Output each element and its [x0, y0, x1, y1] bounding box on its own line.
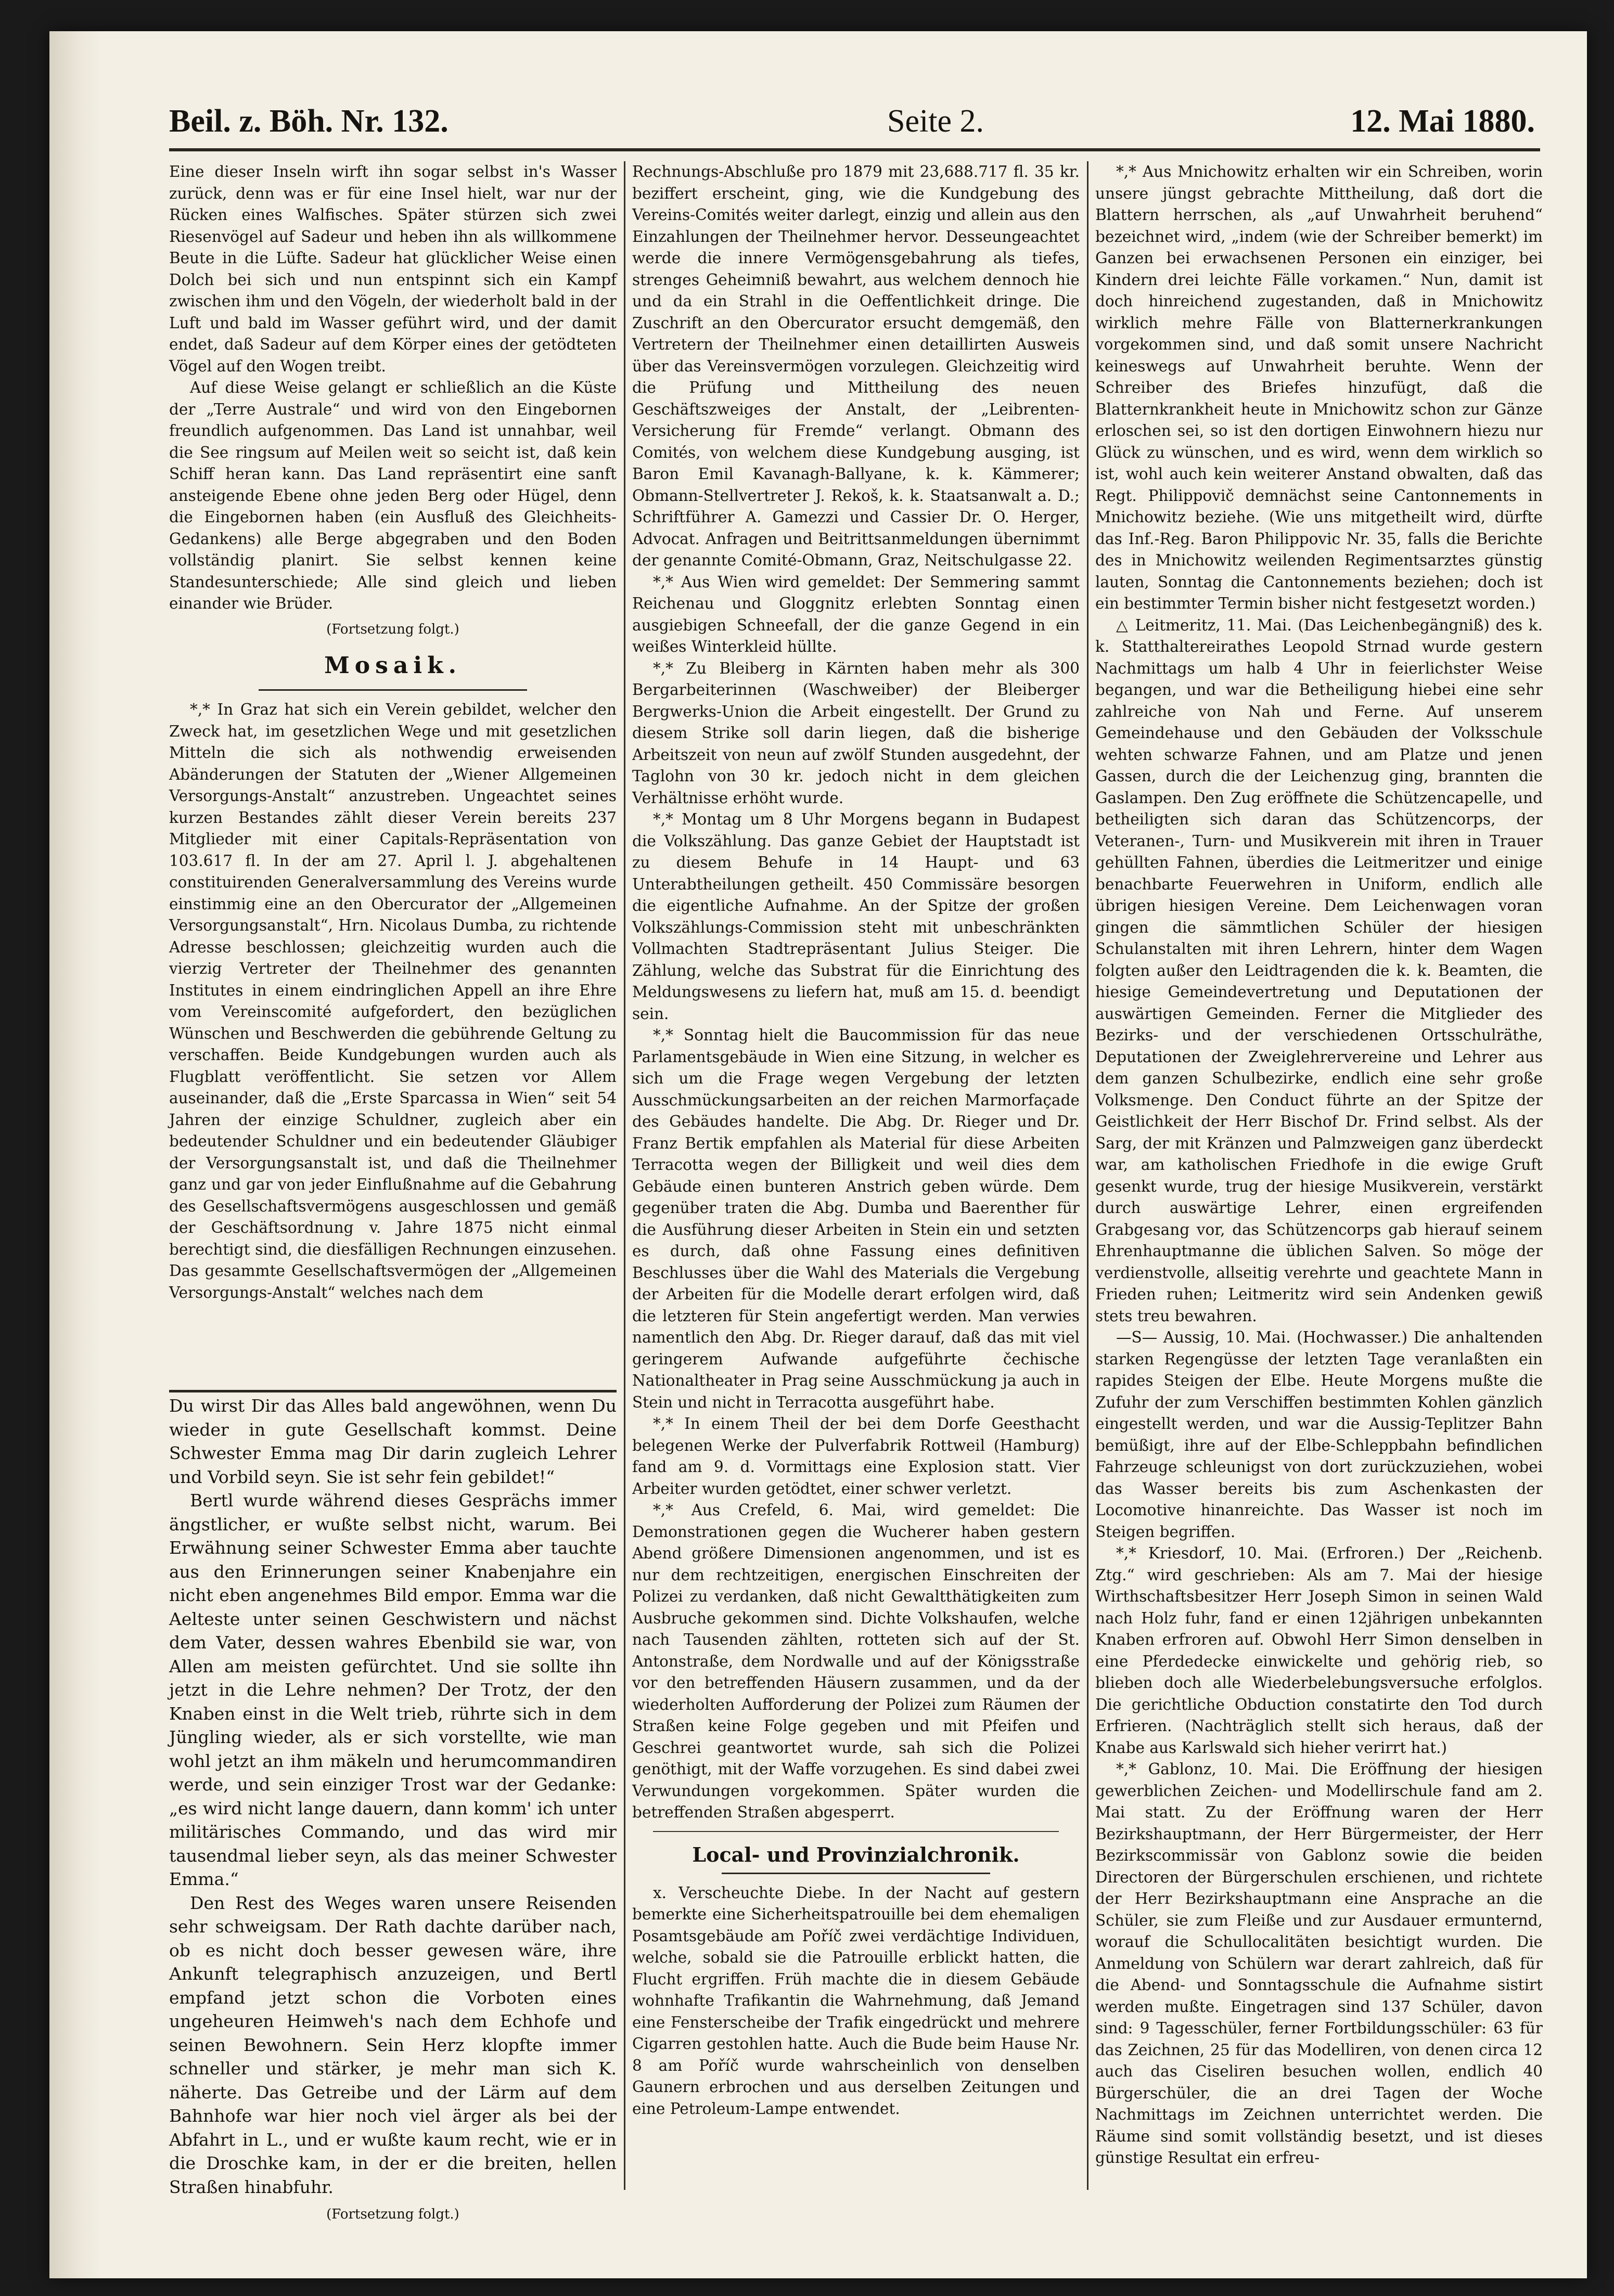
local-chronicle-heading: Local- und Provinzialchronik. [692, 1842, 1020, 1866]
news-paragraph: *,* Kriesdorf, 10. Mai. (Erfroren.) Der „Reichenb. Ztg.“ wird geschrieben: Als am 7. Mai der hiesige Wirthschaftsbesitzer Herr Joseph Simon in seinen Wald nach Holz fuhr, fand er einen 12jährigen unbekannten Knaben erfroren auf. Obwohl Herr Simon denselben in eine Pferdedecke einwickelte und gehörig rieb, so blieben doch alle Wiederbelebungsversuche erfolglos. Die gerichtliche Obduction constatirte den Tod durch Erfrieren. (Nachträglich stellt sich heraus, daß der Knabe aus Karlswald sich hieher verirrt hat.) [1095, 1544, 1543, 1757]
news-paragraph: *,* Sonntag hielt die Baucommission für das neue Parlamentsgebäude in Wien eine Sitzung, in welcher es sich um die Frage wegen Vergebung der letzten Ausschmückungsarbeiten an der reichen Marmorfaçade des Gebäudes handelte. Die Abg. Dr. Rieger und Dr. Franz Bertik empfahlen als Material für diese Arbeiten Terracotta wegen der Billigkeit und weil dies dem Gebäude einen bunteren Anstrich geben würde. Dem gegenüber traten die Abg. Dumba und Baerenther für die Ausführung dieser Arbeiten in Stein ein und setzten es durch, daß ohne Fassung eines definitiven Beschlusses über die Wahl des Materials die Vergebung der Arbeiten für die Modelle derart erfolgen wird, daß die letzteren für Stein angefertigt werden. Man verwies namentlich den Abg. Dr. Rieger darauf, daß das mit viel geringerem Aufwande aufgeführte čechische Nationaltheater in Prag seine Ausschmückung ja auch in Stein und nicht in Terracotta ausgeführt habe. [632, 1026, 1080, 1411]
story-paragraph: Auf diese Weise gelangt er schließlich an die Küste der „Terre Australe“ und wird von den Eingebornen freundlich aufgenommen. Das Land ist unnahbar, weil die See ringsum auf Meilen weit so seicht ist, daß kein Schiff heran kann. Das Land repräsentirt eine sanft ansteigende Ebene ohne jeden Berg oder Hügel, denn die Eingebornen haben (ein Ausfluß des Gleichheits-Gedankens) alle Berge abgegraben und den Boden vollständig planirt. Sie selbst kennen keine Standesunterschiede; Alle sind gleich und lieben einander wie Brüder. [169, 379, 617, 612]
column-2 [632, 161, 1080, 2252]
news-paragraph: *,* Gablonz, 10. Mai. Die Eröffnung der hiesigen gewerblichen Zeichen- und Modellirschule fand am 2. Mai statt. Zu der Eröffnung waren der Herr Bezirkshauptmann, der Herr Bürgermeister, der Herr Bezirkscommissär von Gablonz sowie die beiden Directoren der Bürgerschulen erschienen, und richtete der Herr Bezirkshauptmann eine Ansprache an die Schüler, sie zum Fleiße und zur Ausdauer ermunternd, worauf die Schullocalitäten besichtigt wurden. Die Anmeldung von Schülern war derart zahlreich, daß für die Abend- und Sonntagsschule die Aufnahme sistirt werden mußte. Eingetragen sind 137 Schüler, davon sind: 9 Tagesschüler, ferner Fortbildungsschüler: 63 für das Zeichnen, 25 für das Modelliren, von denen circa 12 auch das Ciseliren besuchen wollen, endlich 40 Bürgerschüler, die an drei Tagen der Woche Nachmittags im Zeichnen unterrichtet werden. Die Räume sind somit vollständig besetzt, und ist dieses günstige Resultat ein erfreu- [1095, 1760, 1543, 2166]
story-paragraph: Bertl wurde während dieses Gesprächs immer ängstlicher, er wußte selbst nicht, warum. Bei Erwähnung seiner Schwester Emma aber tauchte aus den Erinnerungen seiner Knabenjahre ein nicht eben angenehmes Bild empor. Emma war die Aelteste unter seinen Geschwistern und nächst dem Vater, dessen wahres Ebenbild sie war, von Allen am meisten gefürchtet. Und sie sollte ihn jetzt in die Lehre nehmen? Der Trotz, der den Knaben einst in die Welt trieb, rührte sich in dem Jüngling wieder, als er sich vorstellte, wie man wohl jetzt an ihm mäkeln und herumcommandiren werde, und sein einziger Trost war der Gedanke: „es wird nicht lange dauern, dann komm' ich unter militärisches Commando, und das wird mir tausendmal lieber seyn, als das meiner Schwester Emma.“ [169, 1490, 617, 1889]
column-1-story-text [169, 1394, 617, 2227]
page-header [169, 72, 1535, 139]
news-paragraph: *,* Aus Mnichowitz erhalten wir ein Schreiben, worin unsere jüngst gebrachte Mittheilung, daß dort die Blattern herrschen, als „auf Unwahrheit beruhend“ bezeichnet wird, „indem (wie der Schreiber bemerkt) im Ganzen bei erwachsenen Personen ein einziger, bei Kindern drei leichte Fälle vorkamen.“ Nun, damit ist doch hinreichend zugestanden, daß in Mnichowitz wirklich mehre Fälle von Blatternerkrankungen vorgekommen sind, und daß somit unsere Nachricht keineswegs auf Unwahrheit beruhte. Wenn der Schreiber des Briefes hinzufügt, daß die Blatternkrankheit heute in Mnichowitz schon zur Gänze erloschen sei, so ist den dortigen Einwohnern hiezu nur Glück zu wünschen, und es wird, wenn dem wirklich so ist, wohl auch kein weiterer Anstand obwalten, daß das Regt. Philippovič demnächst seine Cantonnements in Mnichowitz beziehe. (Wie uns mitgetheilt wird, dürfte das Inf.-Reg. Baron Philippovic Nr. 35, falls die Berichte des in Mnichowitz weilenden Regimentsarztes günstig lauten, Sonntag die Cantonnements beziehen; doch ist ein bestimmter Termin bisher nicht festgesetzt worden.) [1095, 163, 1543, 612]
feuilleton-rule [169, 1390, 617, 1392]
heading-rule [259, 689, 527, 691]
heading-rule [722, 1873, 990, 1874]
news-paragraph: x. Verscheuchte Diebe. In der Nacht auf gestern bemerkte eine Sicherheitspatrouille bei dem ehemaligen Posamtsgebäude am Poříč zwei verdächtige Individuen, welche, sobald sie die Patrouille erblickt hatten, die Flucht ergriffen. Früh machte die in diesem Gebäude wohnhafte Trafikantin die Wahrnehmung, daß Jemand eine Fensterscheibe der Trafik eingedrückt und mehrere Cigarren gestohlen hatte. Auch die Bude beim Hause Nr. 8 am Poříč wurde wahrscheinlich von denselben Gaunern erbrochen und aus derselben Zeitungen und eine Petroleum-Lampe entwendet. [632, 1884, 1080, 2118]
continuation-note: (Fortsetzung folgt.) [326, 2207, 459, 2222]
binding-edge [49, 31, 101, 2278]
column-1-upper-text [169, 161, 617, 1304]
mosaik-heading: Mosaik. [324, 652, 462, 679]
section-separator [653, 1831, 1059, 1832]
column-1-top [169, 161, 617, 1389]
column-divider [1087, 161, 1088, 2190]
news-paragraph: —S— Aussig, 10. Mai. (Hochwasser.) Die anhaltenden starken Regengüsse der letzten Tage veranlaßten ein rapides Steigen der Elbe. Heute Morgens mußte die Zufuhr der zum Verschiffen bestimmten Kohlen gänzlich eingestellt werden, und war die Aussig-Teplitzer Bahn bemüßigt, ihre auf der Elbe-Schleppbahn befindlichen Fahrzeuge schleunigst von dort zurückzuziehen, wobei das Wasser bereits bis zum Aschenkasten der Locomotive hinanreichte. Das Wasser ist noch im Steigen begriffen. [1095, 1328, 1543, 1541]
column-divider [624, 161, 625, 2190]
news-paragraph: *,* Aus Wien wird gemeldet: Der Semmering sammt Reichenau und Gloggnitz erlebten Sonntag einen ausgiebigen Schneefall, der die ganze Gegend in ein weißes Winterkleid hüllte. [632, 573, 1080, 655]
newspaper-page [49, 31, 1587, 2278]
story-paragraph: Eine dieser Inseln wirft ihn sogar selbst in's Wasser zurück, denn was er für eine Insel hielt, war nur der Rücken eines Walfisches. Später stürzen sich zwei Riesenvögel auf Sadeur und heben ihn als willkommene Beute in die Lüfte. Sadeur hat glücklicher Weise einen Dolch bei sich und nun entspinnt sich ein Kampf zwischen ihm und den Vögeln, der wiederholt bald in der Luft und bald im Wasser geführt wird, und der damit endet, daß Sadeur auf dem Körper eines der getödteten Vögel auf den Wogen treibt. [169, 163, 617, 375]
story-paragraph: Du wirst Dir das Alles bald angewöhnen, wenn Du wieder in gute Gesellschaft kommst. Deine Schwester Emma mag Dir darin zugleich Lehrer und Vorbild seyn. Sie ist sehr fein gebildet!“ [169, 1396, 617, 1487]
news-paragraph: Rechnungs-Abschluße pro 1879 mit 23,688.717 fl. 35 kr. beziffert erscheint, ging, wie die Kundgebung des Vereins-Comités weiter darlegt, einzig und allein aus den Einzahlungen der Theilnehmer hervor. Desseungeachtet werde die innere Vermögensgebahrung als tiefes, strenges Geheimniß bewahrt, aus welchem dennoch hie und da ein Strahl in die Oeffentlichkeit dringe. Die Zuschrift an den Obercurator ersucht demgemäß, den Vertretern der Theilnehmer einen detaillirten Ausweis über das Vereinsvermögen vorzulegen. Gleichzeitig wird die Prüfung und Mittheilung des neuen Geschäftszweiges der Anstalt, der „Leibrenten-Versicherung für Fremde“ verlangt. Obmann des Comités, von welchem diese Kundgebung ausging, ist Baron Emil Kavanagh-Ballyane, k. k. Kämmerer; Obmann-Stellvertreter J. Rekoš, k. k. Staatsanwalt a. D.; Schriftführer A. Gamezzi und Cassier Dr. O. Herger, Advocat. Anfragen und Beitrittsanmeldungen übernimmt der genannte Comité-Obmann, Graz, Neitschulgasse 22. [632, 163, 1080, 569]
news-paragraph: *,* Montag um 8 Uhr Morgens begann in Budapest die Volkszählung. Das ganze Gebiet der Hauptstadt ist zu diesem Behufe in 14 Haupt- und 63 Unterabtheilungen getheilt. 450 Commissäre besorgen die eigentliche Aufnahme. An der Spitze der großen Volkszählungs-Commission steht mit unbeschränkten Vollmachten Stadtrepräsentant Julius Steiger. Die Zählung, welche das Substrat für die Einrichtung des Meldungswesens zu liefern hat, muß am 15. d. beendigt sein. [632, 810, 1080, 1023]
header-page-number: Seite 2. [887, 104, 984, 139]
header-issue: Beil. z. Böh. Nr. 132. [169, 104, 449, 139]
news-paragraph: *,* In einem Theil der bei dem Dorfe Geesthacht belegenen Werke der Pulverfabrik Rottweil (Hamburg) fand am 9. d. Vormittags eine Explosion statt. Vier Arbeiter wurden getödtet, einer schwer verletzt. [632, 1415, 1080, 1498]
header-date: 12. Mai 1880. [1350, 104, 1535, 139]
news-paragraph: *,* Aus Crefeld, 6. Mai, wird gemeldet: Die Demonstrationen gegen die Wucherer haben gestern Abend größere Dimensionen angenommen, und ist es nur dem rechtzeitigen, energischen Einschreiten der Polizei zu verdanken, daß nicht Gewaltthätigkeiten zum Ausbruche gekommen sind. Dichte Volkshaufen, welche nach Tausenden zählten, rotteten sich auf der St. Antonstraße, dem Nordwalle und auf der Königsstraße vor den betreffenden Häusern zusammen, und da der wiederholten Aufforderung der Polizei zum Räumen der Straßen keine Folge gegeben und mit Pfeifen und Geschrei geantwortet wurde, sah sich die Polizei genöthigt, mit der Waffe vorzugehen. Es sind dabei zwei Verwundungen vorgekommen. Später wurden die betreffenden Straßen abgesperrt. [632, 1501, 1080, 1821]
column-1-bottom [169, 1394, 617, 2222]
continuation-note: (Fortsetzung folgt.) [326, 621, 459, 637]
news-paragraph: △ Leitmeritz, 11. Mai. (Das Leichenbegängniß) des k. k. Statthaltereirathes Leopold Strnad wurde gestern Nachmittags um halb 4 Uhr in feierlichster Weise begangen, und war die Betheiligung hiebei eine sehr zahlreiche von Nah und Ferne. Auf unserem Gemeindehause und den Gebäuden der Volksschule wehten schwarze Fahnen, und am Platze und jenen Gassen, durch die der Leichenzug ging, brannten die Gaslampen. Den Zug eröffnete die Schützencapelle, und betheiligten sich daran das Schützencorps, der Veteranen-, Turn- und Musikverein mit ihren in Trauer gehüllten Fahnen, überdies die Leitmeritzer und einige benachbarte Feuerwehren in Uniform, endlich alle übrigen hiesigen Vereine. Dem Leichenwagen voran gingen die sämmtlichen Schüler der hiesigen Schulanstalten mit ihren Lehrern, hinter dem Wagen folgten außer den Leidtragenden die k. k. Beamten, die hiesige Gemeindevertretung und Deputationen der auswärtigen Gemeinden. Ferner die Mitglieder des Bezirks- und der verschiedenen Ortsschulräthe, Deputationen der Zweiglehrervereine und Lehrer aus dem ganzen Schulbezirke, endlich eine sehr große Volksmenge. Den Conduct führte an der Spitze der Geistlichkeit der Herr Bischof Dr. Frind selbst. Als der Sarg, der mit Kränzen und Palmzweigen ganz überdeckt war, am katholischen Friedhofe in die ewige Gruft gesenkt wurde, trug der hiesige Musikverein, verstärkt durch auswärtige Lehrer, einen ergreifenden Grabgesang vor, das Schützencorps gab hierauf seinem Ehrenhauptmanne die üblichen Salven. So möge der verdienstvolle, allseitig verehrte und geachtete Mann in Frieden ruhen; Leitmeritz wird sein Andenken gewiß stets treu bewahren. [1095, 616, 1543, 1325]
news-paragraph: *,* Zu Bleiberg in Kärnten haben mehr als 300 Bergarbeiterinnen (Waschweiber) der Bleiberger Bergwerks-Union die Arbeit eingestellt. Der Grund zu diesem Strike soll darin liegen, daß die bisherige Arbeitszeit von neun auf zwölf Stunden ausgedehnt, der Taglohn von 30 kr. jedoch nicht in dem gleichen Verhältnisse erhöht wurde. [632, 659, 1080, 807]
mosaik-paragraph: *,* In Graz hat sich ein Verein gebildet, welcher den Zweck hat, im gesetzlichen Wege und mit gesetzlichen Mitteln die sich als nothwendig erweisenden Abänderungen der Statuten der „Wiener Allgemeinen Versorgungs-Anstalt“ anzustreben. Ungeachtet seines kurzen Bestandes zählt dieser Verein bereits 237 Mitglieder mit einer Capitals-Repräsentation von 103.617 fl. In der am 27. April l. J. abgehaltenen constituirenden Generalversammlung des Vereins wurde einstimmig eine an den Obercurator der „Allgemeinen Versorgungsanstalt“, Hrn. Nicolaus Dumba, zu richtende Adresse beschlossen; gleichzeitig wurden auch die vierzig Vertreter der Theilnehmer des genannten Institutes in einem eindringlichen Appell an ihre Ehre vom Vereinscomité aufgefordert, den bezüglichen Wünschen und Beschwerden die gebührende Geltung zu verschaffen. Beide Kundgebungen wurden auch als Flugblatt veröffentlicht. Sie setzen vor Allem auseinander, daß die „Erste Sparcassa in Wien“ seit 54 Jahren der einzige Schuldner, zugleich aber ein bedeutender Schuldner und ein bedeutender Gläubiger der Versorgungsanstalt ist, und daß die Theilnehmer ganz und gar von jeder Einflußnahme auf die Gebahrung des Gesellschaftsvermögens ausgeschlossen und gemäß der Geschäftsordnung v. Jahre 1875 nicht einmal berechtigt sind, die diesfälligen Rechnungen einzusehen. Das gesammte Gesellschaftsvermögen der „Allgemeinen Versorgungs-Anstalt“ welches nach dem [169, 701, 617, 1301]
column-3 [1095, 161, 1543, 2252]
header-rule [169, 148, 1540, 151]
story-paragraph: Den Rest des Weges waren unsere Reisenden sehr schweigsam. Der Rath dachte darüber nach, ob es nicht doch besser gewesen wäre, ihre Ankunft telegraphisch anzuzeigen, und Bertl empfand jetzt schon die Vorboten eines ungeheuren Heimweh's nach dem Echhofe und seinen Bewohnern. Sein Herz klopfte immer schneller und stärker, je mehr man sich K. näherte. Das Getreibe und der Lärm auf dem Bahnhofe war hier noch viel ärger als bei der Abfahrt in L., und er wußte kaum recht, wie er in die Droschke kam, in der er die breiten, hellen Straßen hinabfuhr. [169, 1892, 617, 2197]
